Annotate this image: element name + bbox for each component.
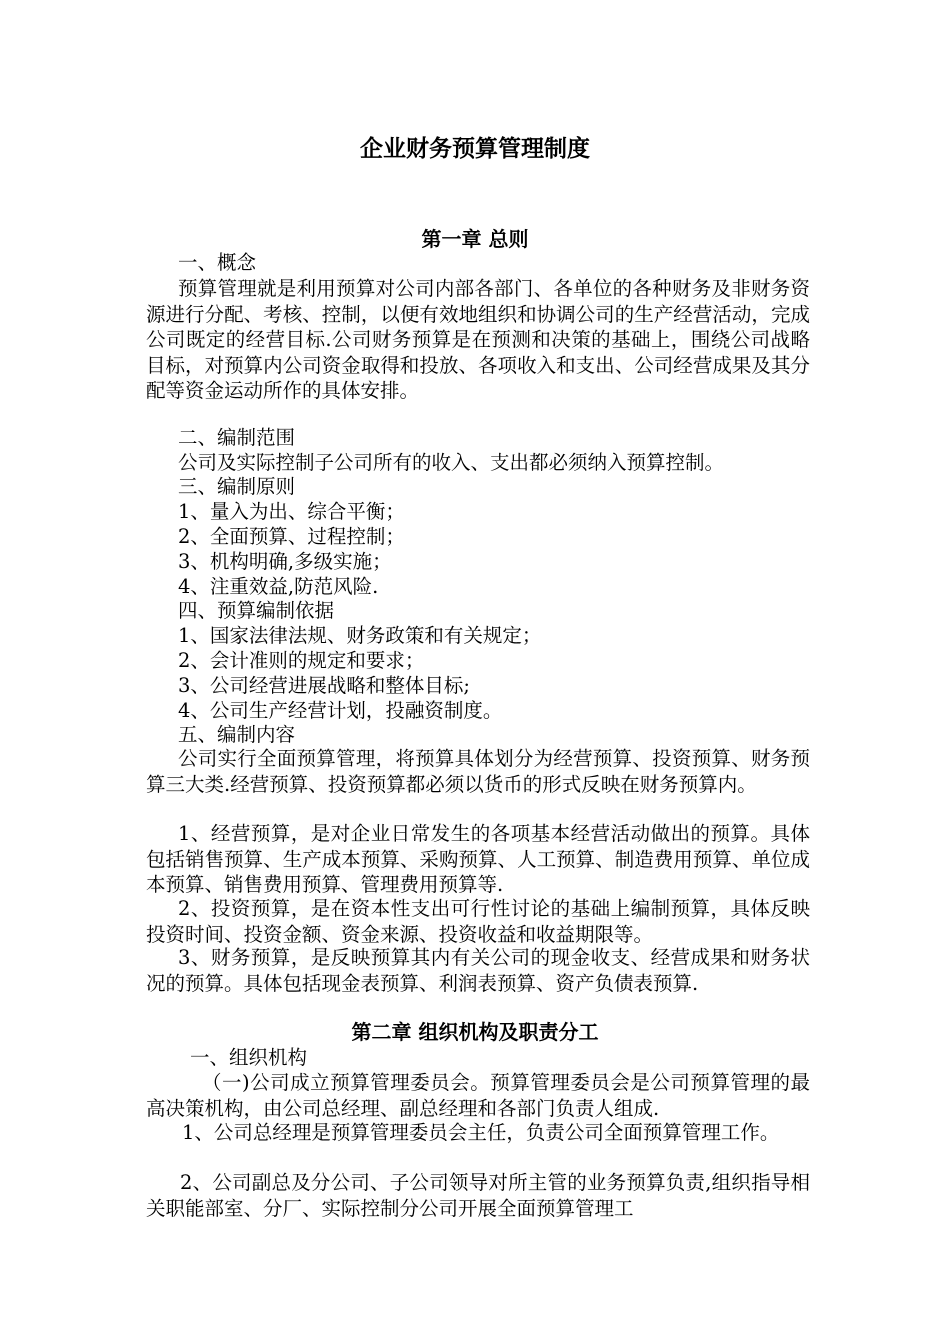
list-item: 3、机构明确,多级实施； bbox=[178, 550, 392, 573]
section-heading-principles: 三、编制原则 bbox=[178, 475, 296, 498]
paragraph-investment-budget: 2、投资预算，是在资本性支出可行性讨论的基础上编制预算，具体反映投资时间、投资金额、资金来源、投资收益和收益期限等。 bbox=[146, 897, 810, 946]
document-title: 企业财务预算管理制度 bbox=[360, 135, 590, 162]
chapter-1-heading: 第一章 总则 bbox=[421, 227, 529, 251]
list-item: 2、全面预算、过程控制； bbox=[178, 525, 405, 548]
paragraph-operating-budget: 1、经营预算，是对企业日常发生的各项基本经营活动做出的预算。具体包括销售预算、生产成本预算、采购预算、人工预算、制造费用预算、单位成本预算、销售费用预算、管理费用预算等. bbox=[146, 822, 810, 896]
chapter-2-heading: 第二章 组织机构及职责分工 bbox=[351, 1020, 599, 1044]
paragraph-committee: （一)公司成立预算管理委员会。预算管理委员会是公司预算管理的最高决策机构，由公司总经理、副总经理和各部门负责人组成. bbox=[146, 1071, 810, 1120]
list-item: 3、公司经营进展战略和整体目标; bbox=[178, 674, 470, 697]
section-heading-concept: 一、概念 bbox=[178, 251, 257, 274]
paragraph-content: 公司实行全面预算管理，将预算具体划分为经营预算、投资预算、财务预算三大类.经营预算、投资预算都必须以货币的形式反映在财务预算内。 bbox=[146, 747, 810, 796]
section-heading-organization: 一、组织机构 bbox=[190, 1046, 308, 1069]
list-item: 4、公司生产经营计划，投融资制度。 bbox=[178, 699, 503, 722]
list-item: 1、量入为出、综合平衡； bbox=[178, 500, 405, 523]
list-item: 4、注重效益,防范风险. bbox=[178, 575, 379, 598]
paragraph-scope: 公司及实际控制子公司所有的收入、支出都必须纳入预算控制。 bbox=[178, 451, 725, 474]
section-heading-basis: 四、预算编制依据 bbox=[178, 599, 335, 622]
paragraph-general-manager: 1、公司总经理是预算管理委员会主任，负责公司全面预算管理工作。 bbox=[182, 1121, 780, 1144]
list-item: 1、国家法律法规、财务政策和有关规定； bbox=[178, 624, 542, 647]
section-heading-content: 五、编制内容 bbox=[178, 723, 296, 746]
section-heading-scope: 二、编制范围 bbox=[178, 426, 296, 449]
paragraph-concept: 预算管理就是利用预算对公司内部各部门、各单位的各种财务及非财务资源进行分配、考核、控制，以便有效地组织和协调公司的生产经营活动，完成公司既定的经营目标.公司财务预算是在预测和决策的基础上，围绕公司战略目标，对预算内公司资金取得和投放、各项收入和支出、公司经营成果及其分配等资金运动所作的具体安排。 bbox=[146, 277, 810, 402]
list-item: 2、会计准则的规定和要求； bbox=[178, 649, 425, 672]
paragraph-deputy-managers: 2、公司副总及分公司、子公司领导对所主管的业务预算负责,组织指导相关职能部室、分厂、实际控制分公司开展全面预算管理工 bbox=[146, 1171, 810, 1220]
paragraph-financial-budget: 3、财务预算，是反映预算其内有关公司的现金收支、经营成果和财务状况的预算。具体包括现金表预算、利润表预算、资产负债表预算. bbox=[146, 946, 810, 995]
